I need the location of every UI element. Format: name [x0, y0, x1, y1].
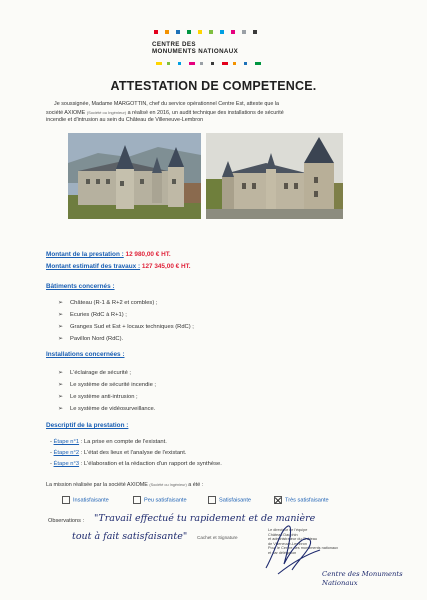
step-2: - Étape n°2 : L'état des lieux et l'analyse de l'existant. — [50, 450, 187, 456]
evaluation-intro-note: (Société ou Ingénieur) — [149, 483, 187, 487]
logo-mark — [187, 30, 191, 34]
logo-mark — [242, 30, 246, 34]
logo-mark — [244, 62, 247, 65]
batiment-item-text: Pavillon Nord (RdC). — [70, 336, 124, 342]
installation-item-text: Le système de vidéosurveillance. — [70, 406, 156, 412]
installations-heading: Installations concernées : — [46, 351, 125, 358]
logo-mark — [176, 30, 180, 34]
intro-company-note: (Société ou Ingénieur) — [86, 109, 127, 115]
intro-line-2 — [46, 109, 376, 118]
stamp-line: et par délégation — [268, 550, 297, 555]
handwritten-observation-1: "Travail effectué tu rapidement et de manière — [94, 513, 316, 524]
logo-mark — [178, 62, 181, 65]
intro-line-1: Je soussignée, Madame MARGOTTIN, chef du service opérationnel Centre Est, atteste que la — [54, 101, 280, 107]
installation-item-text: L'éclairage de sécurité ; — [70, 370, 132, 376]
evaluation-intro-text: La mission réalisée par la société AXIOME — [46, 482, 148, 488]
intro-line-3: incendie et d'intrusion au sein du Château de Villeneuve-Lembron — [46, 117, 204, 124]
checkbox[interactable] — [133, 496, 141, 504]
intro-company: société AXIOME — [46, 109, 86, 116]
step-text: : L'élaboration et la rédaction d'un rapport de synthèse. — [80, 461, 222, 467]
logo-line-1: CENTRE DES — [152, 41, 196, 48]
step-label: Étape n°3 — [53, 461, 80, 467]
installation-item: ➢ L'éclairage de sécurité ; — [58, 370, 132, 376]
batiment-item: ➢ Ecuries (RdC à R+1) ; — [58, 312, 127, 318]
installation-item-text: Le système anti-intrusion ; — [70, 394, 138, 400]
signature-scribble — [258, 520, 328, 582]
travaux-label: Montant estimatif des travaux : — [46, 263, 141, 270]
logo-mark — [165, 30, 169, 34]
travaux-value: 127 345,00 € HT. — [141, 263, 191, 270]
logo-mark — [211, 62, 214, 65]
installation-item-text: Le système de sécurité incendie ; — [70, 382, 157, 388]
logo-mark — [233, 62, 236, 65]
evaluation-intro-end: a été : — [188, 482, 204, 488]
installation-item: ➢ Le système de vidéosurveillance. — [58, 406, 156, 412]
logo-mark — [200, 62, 203, 65]
batiment-item-text: Granges Sud et Est + locaux techniques (RdC) ; — [70, 324, 194, 330]
stamp-line: Pour le Centre des monuments nationaux — [268, 546, 339, 551]
checkbox[interactable] — [62, 496, 70, 504]
logo-mark — [220, 30, 224, 34]
logo-mark — [156, 62, 162, 65]
cachet-signature-label: Cachet et Signature — [197, 535, 238, 540]
logo-line-2: MONUMENTS NATIONAUX — [152, 48, 239, 55]
batiments-heading: Bâtiments concernés : — [46, 283, 115, 290]
option-label: Insatisfaisante — [73, 497, 109, 504]
stamp-line: de Villeneuve-Lembron — [268, 541, 307, 546]
logo-mark — [154, 30, 158, 34]
option-satisfaisante[interactable] — [208, 496, 251, 504]
stamp-line: et administrateur du Château — [268, 537, 317, 542]
logo-mark — [222, 62, 228, 65]
option-label: Satisfaisante — [219, 497, 252, 504]
handwritten-observation-2: tout à fait satisfaisante" — [72, 531, 188, 542]
intro-paragraph — [46, 101, 376, 125]
option-label: Très satisfaisante — [285, 497, 329, 504]
batiment-item: ➢ Pavillon Nord (RdC). — [58, 336, 124, 342]
batiment-item: ➢ Château (R-1 & R+2 et combles) ; — [58, 300, 158, 306]
installation-item: ➢ Le système anti-intrusion ; — [58, 394, 138, 400]
stamp-line: Château Dauphin — [268, 532, 298, 537]
step-1: - Étape n°1 : La prise en compte de l'existant. — [50, 439, 167, 445]
evaluation-intro — [46, 482, 203, 488]
logo-mark — [255, 62, 261, 65]
prestation-label: Montant de la prestation : — [46, 251, 124, 258]
document-title: ATTESTATION DE COMPETENCE. — [110, 79, 317, 93]
option-peu-satisfaisante[interactable] — [133, 496, 187, 504]
step-3: - Étape n°3 : L'élaboration et la rédaction d'un rapport de synthèse. — [50, 461, 222, 467]
observations-label: Observations : — [48, 518, 85, 524]
batiment-item-text: Ecuries (RdC à R+1) ; — [70, 312, 127, 318]
option-insatisfaisante[interactable] — [62, 496, 109, 504]
checkbox[interactable] — [208, 496, 216, 504]
step-text: : La prise en compte de l'existant. — [80, 439, 167, 445]
batiment-item-text: Château (R-1 & R+2 et combles) ; — [70, 300, 158, 306]
logo-mark — [253, 30, 257, 34]
handwritten-signature-text: Centre des Monuments Nationaux — [322, 570, 403, 587]
chateau-photo-1 — [68, 133, 201, 219]
logo-mark — [209, 30, 213, 34]
step-label: Étape n°2 — [53, 450, 80, 456]
step-label: Étape n°1 — [53, 439, 80, 445]
descriptif-heading: Descriptif de la prestation : — [46, 422, 129, 429]
prestation-value: 12 980,00 € HT. — [125, 251, 171, 258]
logo-mark — [231, 30, 235, 34]
intro-line-2-rest: a réalisé en 2016, un audit technique des installations de sécurité — [127, 109, 284, 116]
travaux-amount-row — [46, 263, 191, 270]
logo-mark — [189, 62, 195, 65]
logo-mark — [198, 30, 202, 34]
logo-mark — [167, 62, 170, 65]
checked-checkbox[interactable] — [274, 496, 282, 504]
prestation-amount-row — [46, 251, 171, 258]
step-text: : L'état des lieux et l'analyse de l'existant. — [80, 450, 187, 456]
logo-wordmark — [152, 41, 262, 55]
option-label: Peu satisfaisante — [144, 497, 187, 504]
chateau-photo-2 — [206, 133, 343, 219]
option-tres-satisfaisante[interactable] — [274, 496, 329, 504]
batiment-item: ➢ Granges Sud et Est + locaux techniques (RdC) ; — [58, 324, 194, 330]
stamp-line: Le directeur de l'équipe — [268, 528, 308, 532]
installation-item: ➢ Le système de sécurité incendie ; — [58, 382, 157, 388]
